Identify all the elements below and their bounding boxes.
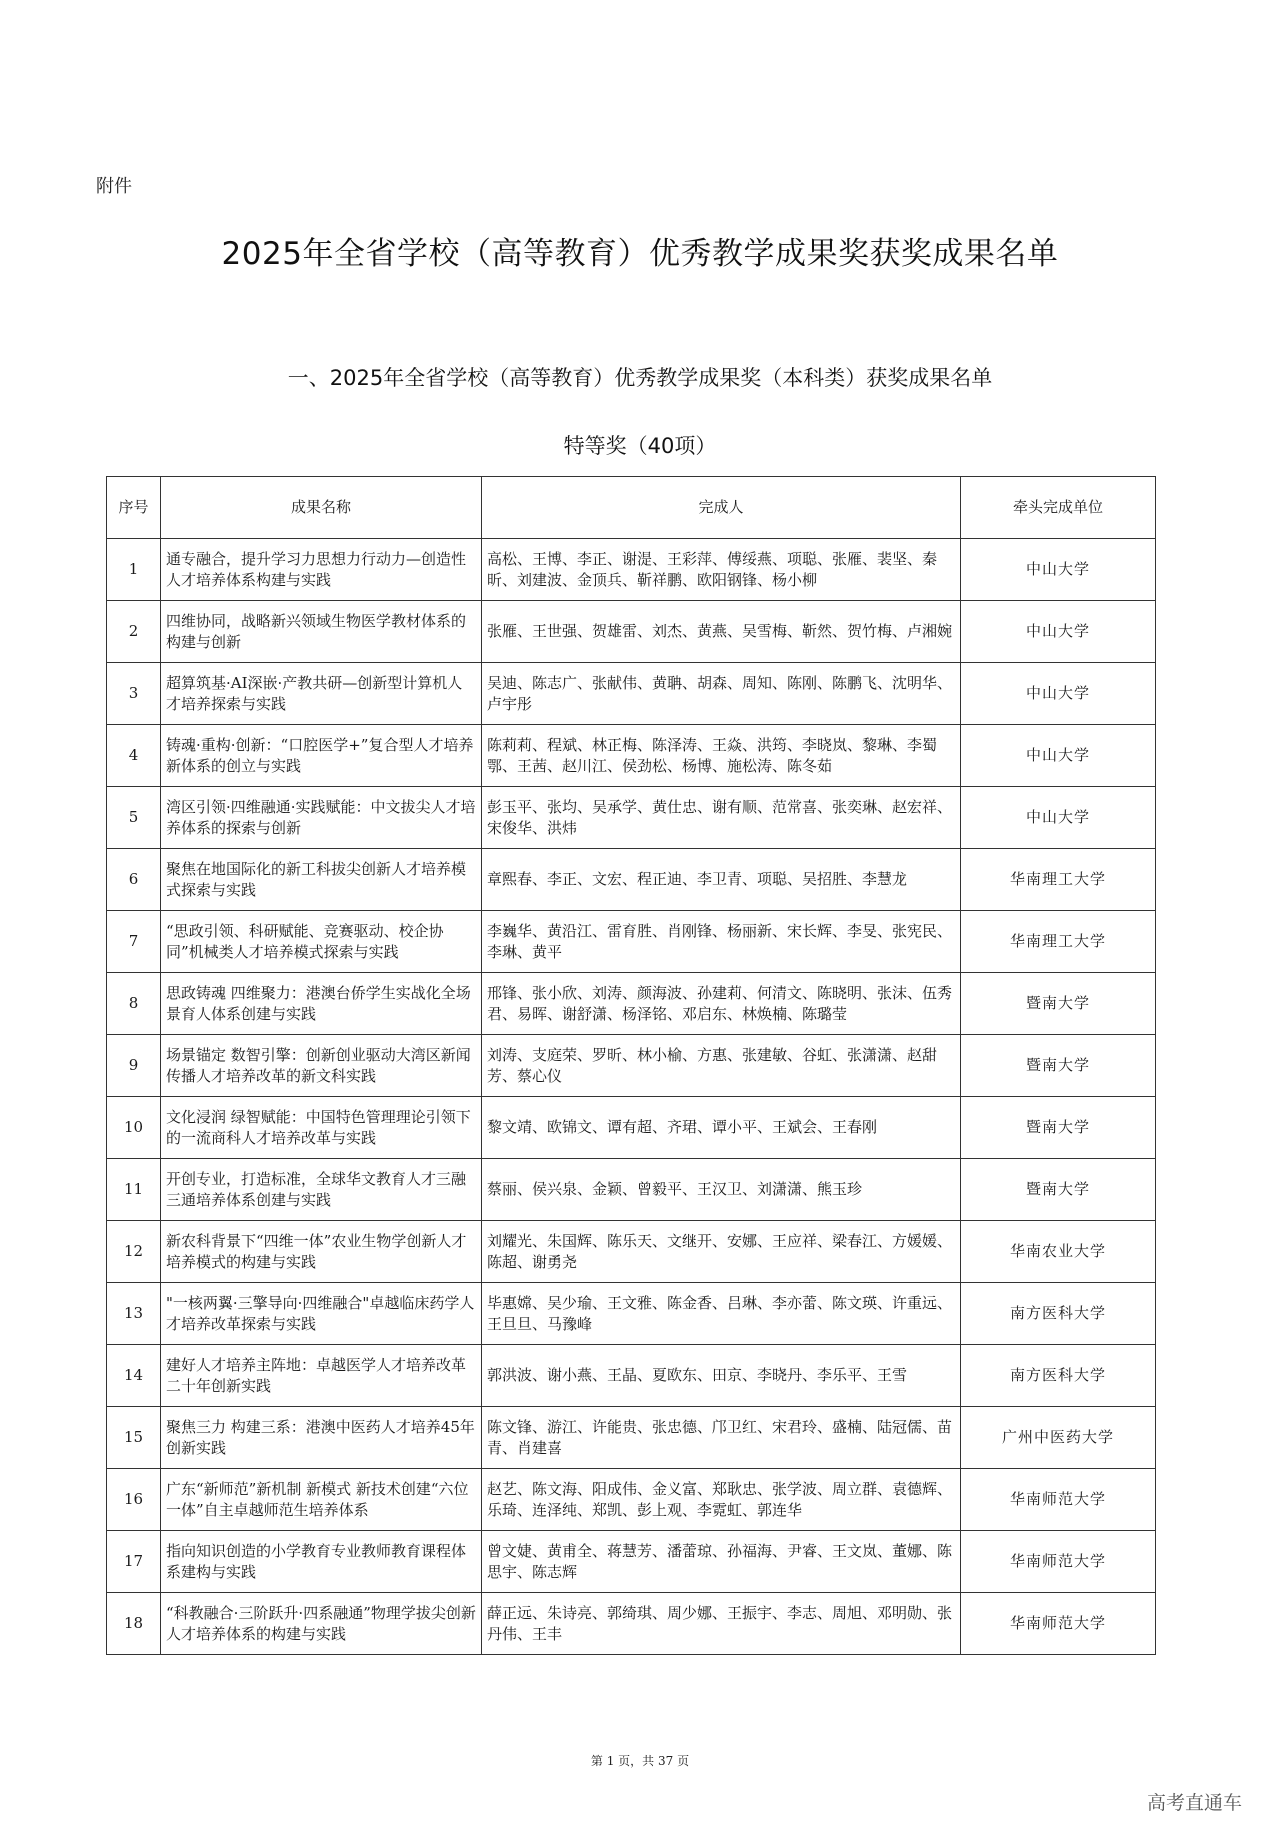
cell-name: “科教融合·三阶跃升·四系融通”物理学拔尖创新人才培养体系的构建与实践 xyxy=(161,1593,482,1655)
cell-unit: 暨南大学 xyxy=(961,1035,1156,1097)
table-row xyxy=(107,1097,1156,1159)
cell-no: 14 xyxy=(107,1345,161,1407)
table-row xyxy=(107,1345,1156,1407)
cell-no: 18 xyxy=(107,1593,161,1655)
cell-people: 毕惠嫦、吴少瑜、王文雅、陈金香、吕琳、李亦蕾、陈文瑛、许重远、王旦旦、马豫峰 xyxy=(482,1283,961,1345)
cell-unit: 暨南大学 xyxy=(961,1159,1156,1221)
cell-no: 11 xyxy=(107,1159,161,1221)
cell-unit: 暨南大学 xyxy=(961,973,1156,1035)
table-row xyxy=(107,1469,1156,1531)
cell-name: 通专融合，提升学习力思想力行动力—创造性人才培养体系构建与实践 xyxy=(161,539,482,601)
award-level-heading: 特等奖（40项） xyxy=(563,434,717,458)
cell-name: 超算筑基·AI深嵌·产教共研—创新型计算机人才培养探索与实践 xyxy=(161,663,482,725)
header-no: 序号 xyxy=(107,477,161,539)
cell-unit: 南方医科大学 xyxy=(961,1283,1156,1345)
cell-unit: 中山大学 xyxy=(961,663,1156,725)
cell-name: 文化浸润 绿智赋能：中国特色管理理论引领下的一流商科人才培养改革与实践 xyxy=(161,1097,482,1159)
table-row xyxy=(107,1531,1156,1593)
cell-people: 陈莉莉、程斌、林正梅、陈泽涛、王焱、洪筠、李晓岚、黎琳、李蜀鄂、王茜、赵川江、侯劲松、杨博、施松涛、陈冬茹 xyxy=(482,725,961,787)
cell-unit: 华南农业大学 xyxy=(961,1221,1156,1283)
cell-unit: 华南师范大学 xyxy=(961,1469,1156,1531)
cell-no: 13 xyxy=(107,1283,161,1345)
cell-unit: 暨南大学 xyxy=(961,1097,1156,1159)
table-header-row xyxy=(107,477,1156,539)
cell-people: 薛正远、朱诗亮、郭绮琪、周少娜、王振宇、李志、周旭、邓明勋、张丹伟、王丰 xyxy=(482,1593,961,1655)
cell-people: 张雁、王世强、贺雄雷、刘杰、黄燕、吴雪梅、靳然、贺竹梅、卢湘婉 xyxy=(482,601,961,663)
cell-name: “思政引领、科研赋能、竞赛驱动、校企协同”机械类人才培养模式探索与实践 xyxy=(161,911,482,973)
cell-people: 章熙春、李正、文宏、程正迪、李卫青、项聪、吴招胜、李慧龙 xyxy=(482,849,961,911)
cell-unit: 华南理工大学 xyxy=(961,911,1156,973)
cell-no: 5 xyxy=(107,787,161,849)
cell-unit: 广州中医药大学 xyxy=(961,1407,1156,1469)
awards-table xyxy=(106,476,1156,1655)
cell-people: 李巍华、黄沿江、雷育胜、肖刚锋、杨丽新、宋长辉、李旻、张宪民、李琳、黄平 xyxy=(482,911,961,973)
table-row xyxy=(107,1593,1156,1655)
cell-people: 邢锋、张小欣、刘涛、颜海波、孙建莉、何清文、陈晓明、张沫、伍秀君、易晖、谢舒潇、杨泽铭、邓启东、林焕楠、陈璐莹 xyxy=(482,973,961,1035)
table-row xyxy=(107,1283,1156,1345)
cell-unit: 中山大学 xyxy=(961,601,1156,663)
cell-name: 湾区引领·四维融通·实践赋能：中文拔尖人才培养体系的探索与创新 xyxy=(161,787,482,849)
table-row xyxy=(107,849,1156,911)
table-row xyxy=(107,539,1156,601)
cell-no: 6 xyxy=(107,849,161,911)
header-people: 完成人 xyxy=(482,477,961,539)
cell-no: 2 xyxy=(107,601,161,663)
cell-unit: 华南师范大学 xyxy=(961,1593,1156,1655)
cell-name: 指向知识创造的小学教育专业教师教育课程体系建构与实践 xyxy=(161,1531,482,1593)
cell-no: 16 xyxy=(107,1469,161,1531)
cell-name: 聚焦在地国际化的新工科拔尖创新人才培养模式探索与实践 xyxy=(161,849,482,911)
table-row xyxy=(107,1035,1156,1097)
cell-no: 1 xyxy=(107,539,161,601)
cell-no: 9 xyxy=(107,1035,161,1097)
cell-unit: 华南师范大学 xyxy=(961,1531,1156,1593)
cell-name: 开创专业，打造标准，全球华文教育人才三融三通培养体系创建与实践 xyxy=(161,1159,482,1221)
cell-people: 吴迪、陈志广、张献伟、黄聃、胡森、周知、陈刚、陈鹏飞、沈明华、卢宇彤 xyxy=(482,663,961,725)
cell-unit: 华南理工大学 xyxy=(961,849,1156,911)
cell-unit: 中山大学 xyxy=(961,539,1156,601)
page-title: 2025年全省学校（高等教育）优秀教学成果奖获奖成果名单 xyxy=(221,236,1059,272)
header-name: 成果名称 xyxy=(161,477,482,539)
cell-people: 彭玉平、张均、吴承学、黄仕忠、谢有顺、范常喜、张奕琳、赵宏祥、宋俊华、洪炜 xyxy=(482,787,961,849)
cell-people: 郭洪波、谢小燕、王晶、夏欧东、田京、李晓丹、李乐平、王雪 xyxy=(482,1345,961,1407)
table-row xyxy=(107,725,1156,787)
cell-no: 15 xyxy=(107,1407,161,1469)
table-row xyxy=(107,911,1156,973)
table-row xyxy=(107,1221,1156,1283)
cell-people: 赵艺、陈文海、阳成伟、金义富、郑耿忠、张学波、周立群、袁德辉、乐琦、连泽纯、郑凯、彭上观、李霓虹、郭连华 xyxy=(482,1469,961,1531)
table-row xyxy=(107,973,1156,1035)
page-number: 第 1 页，共 37 页 xyxy=(590,1754,690,1768)
table-row xyxy=(107,601,1156,663)
cell-people: 刘涛、支庭荣、罗昕、林小榆、方惠、张建敏、谷虹、张潇潇、赵甜芳、蔡心仪 xyxy=(482,1035,961,1097)
cell-name: 铸魂·重构·创新：“口腔医学+”复合型人才培养新体系的创立与实践 xyxy=(161,725,482,787)
cell-no: 7 xyxy=(107,911,161,973)
cell-unit: 中山大学 xyxy=(961,725,1156,787)
cell-people: 蔡丽、侯兴泉、金颖、曾毅平、王汉卫、刘潇潇、熊玉珍 xyxy=(482,1159,961,1221)
cell-name: 四维协同，战略新兴领域生物医学教材体系的构建与创新 xyxy=(161,601,482,663)
watermark: 高考直通车 xyxy=(1146,1792,1242,1814)
cell-name: 新农科背景下“四维一体”农业生物学创新人才培养模式的构建与实践 xyxy=(161,1221,482,1283)
header-unit: 牵头完成单位 xyxy=(961,477,1156,539)
cell-no: 8 xyxy=(107,973,161,1035)
table-row xyxy=(107,787,1156,849)
cell-people: 曾文婕、黄甫全、蒋慧芳、潘蕾琼、孙福海、尹睿、王文岚、董娜、陈思宇、陈志辉 xyxy=(482,1531,961,1593)
cell-no: 10 xyxy=(107,1097,161,1159)
cell-people: 陈文锋、游江、许能贵、张忠德、邝卫红、宋君玲、盛楠、陆冠儒、苗青、肖建喜 xyxy=(482,1407,961,1469)
table-row xyxy=(107,1407,1156,1469)
cell-no: 4 xyxy=(107,725,161,787)
cell-name: 聚焦三力 构建三系：港澳中医药人才培养45年创新实践 xyxy=(161,1407,482,1469)
cell-unit: 中山大学 xyxy=(961,787,1156,849)
cell-name: 思政铸魂 四维聚力：港澳台侨学生实战化全场景育人体系创建与实践 xyxy=(161,973,482,1035)
cell-no: 3 xyxy=(107,663,161,725)
attachment-label: 附件 xyxy=(96,176,132,197)
cell-name: 建好人才培养主阵地：卓越医学人才培养改革二十年创新实践 xyxy=(161,1345,482,1407)
cell-people: 刘耀光、朱国辉、陈乐天、文继开、安娜、王应祥、梁春江、方媛媛、陈超、谢勇尧 xyxy=(482,1221,961,1283)
cell-people: 高松、王博、李正、谢湜、王彩萍、傅绥燕、项聪、张雁、裴坚、秦昕、刘建波、金顶兵、靳祥鹏、欧阳钢锋、杨小柳 xyxy=(482,539,961,601)
cell-people: 黎文靖、欧锦文、谭有超、齐珺、谭小平、王斌会、王春刚 xyxy=(482,1097,961,1159)
table-row xyxy=(107,663,1156,725)
table-row xyxy=(107,1159,1156,1221)
cell-name: 场景锚定 数智引擎：创新创业驱动大湾区新闻传播人才培养改革的新文科实践 xyxy=(161,1035,482,1097)
cell-no: 17 xyxy=(107,1531,161,1593)
cell-unit: 南方医科大学 xyxy=(961,1345,1156,1407)
cell-no: 12 xyxy=(107,1221,161,1283)
cell-name: 广东“新师范”新机制 新模式 新技术创建“六位一体”自主卓越师范生培养体系 xyxy=(161,1469,482,1531)
section-title: 一、2025年全省学校（高等教育）优秀教学成果奖（本科类）获奖成果名单 xyxy=(287,366,993,390)
cell-name: "一核两翼·三擎导向·四维融合"卓越临床药学人才培养改革探索与实践 xyxy=(161,1283,482,1345)
